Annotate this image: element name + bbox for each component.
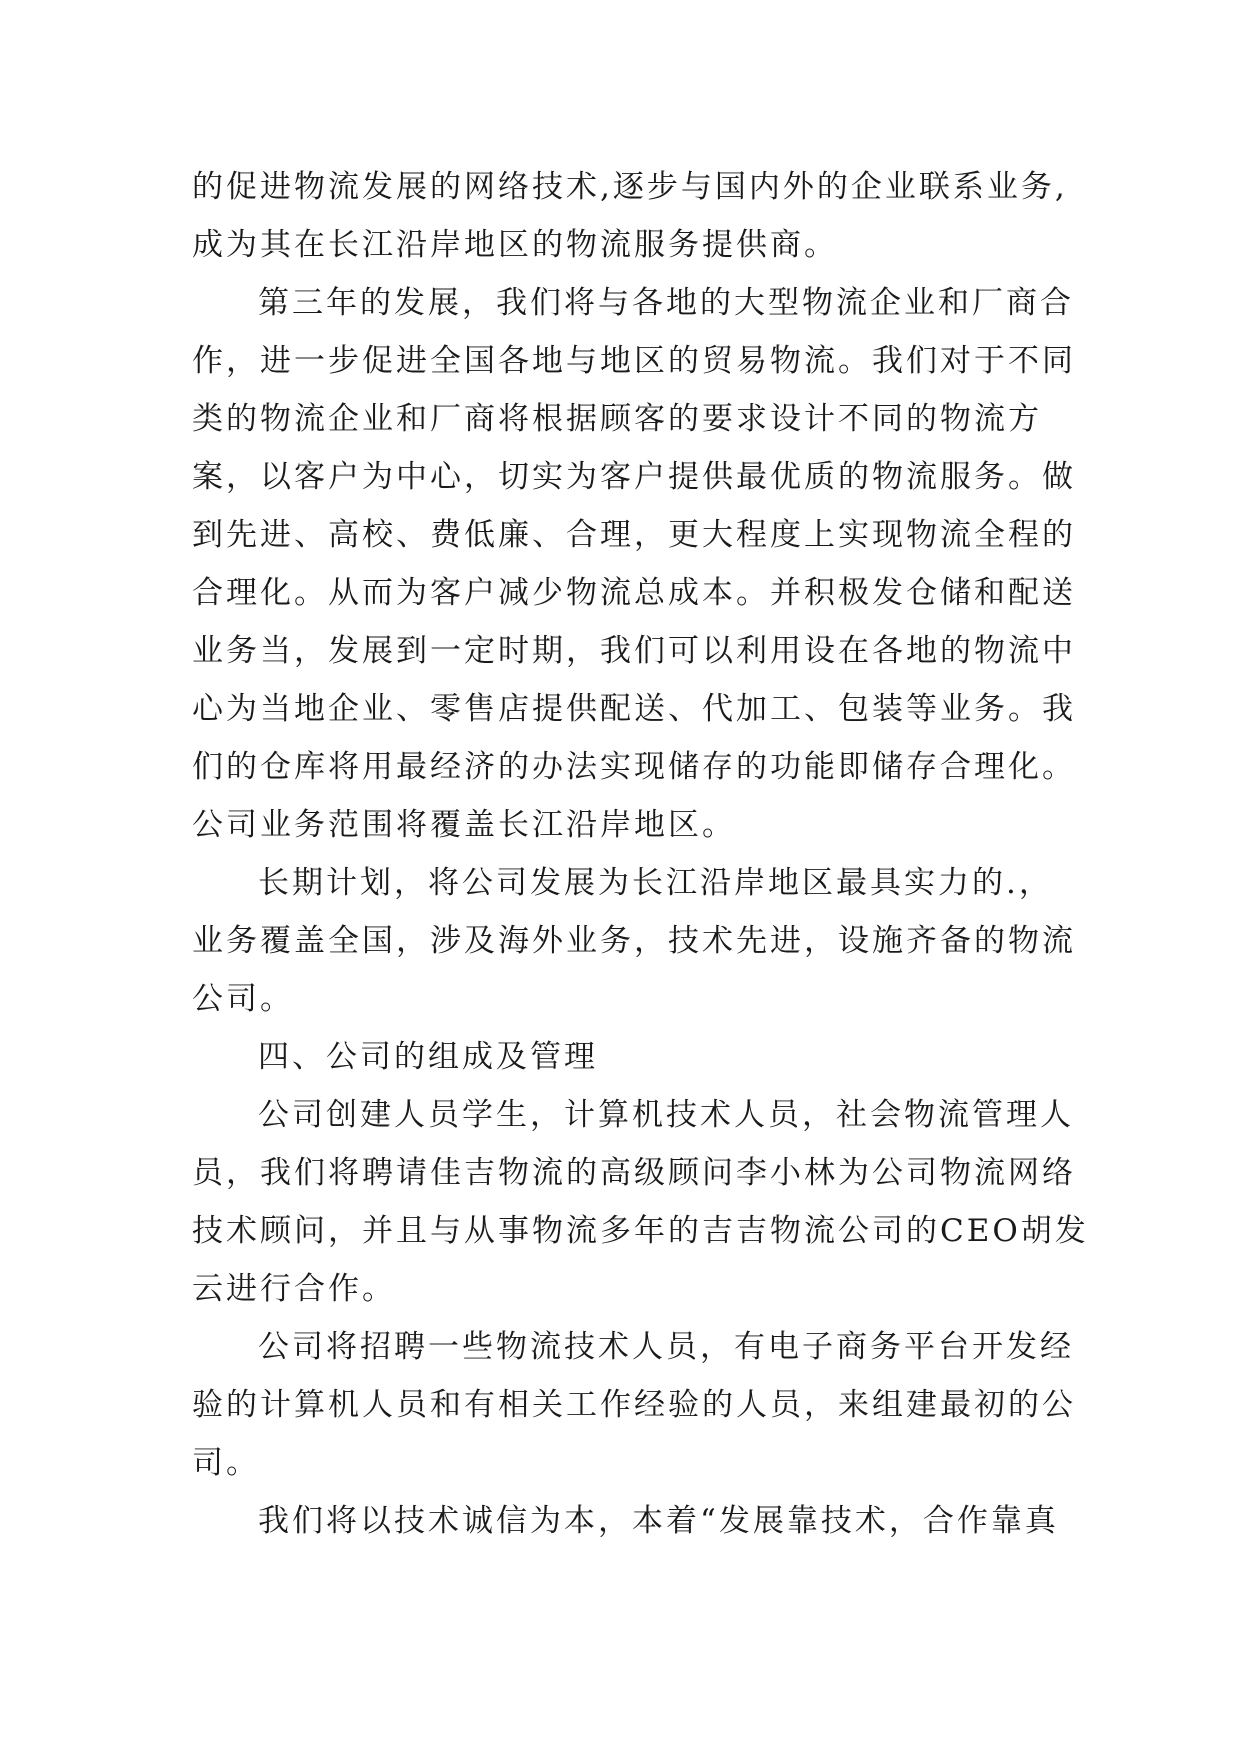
text-line: 员，我们将聘请佳吉物流的高级顾问李小林为公司物流网络: [192, 1155, 1076, 1191]
text-line: 合理化。从而为客户减少物流总成本。并积极发仓储和配送: [192, 575, 1076, 611]
text-line: 业务当，发展到一定时期，我们可以利用设在各地的物流中: [192, 633, 1076, 669]
text-line: 作，进一步促进全国各地与地区的贸易物流。我们对于不同: [192, 343, 1076, 379]
text-line: 云进行合作。: [192, 1271, 396, 1307]
section-heading: 四、公司的组成及管理: [258, 1039, 598, 1075]
text-line: 们的仓库将用最经济的办法实现储存的功能即储存合理化。: [192, 749, 1076, 785]
text-line: 公司业务范围将覆盖长江沿岸地区。: [192, 807, 736, 843]
body-text: [192, 158, 1092, 1550]
paragraph-start-line: 长期计划，将公司发展为长江沿岸地区最具实力的.，: [258, 865, 1053, 901]
text-line: 业务覆盖全国，涉及海外业务，技术先进，设施齐备的物流: [192, 923, 1076, 959]
text-line: 到先进、高校、费低廉、合理，更大程度上实现物流全程的: [192, 517, 1076, 553]
paragraph-start-line: 第三年的发展，我们将与各地的大型物流企业和厂商合: [258, 285, 1074, 321]
text-line: 心为当地企业、零售店提供配送、代加工、包装等业务。我: [192, 691, 1076, 727]
text-line: 公司。: [192, 981, 294, 1017]
paragraph-start-line: 公司将招聘一些物流技术人员，有电子商务平台开发经: [258, 1329, 1074, 1365]
text-line: 司。: [192, 1445, 260, 1481]
text-line: 的促进物流发展的网络技术,逐步与国内外的企业联系业务,: [192, 169, 1068, 205]
text-line: 类的物流企业和厂商将根据顾客的要求设计不同的物流方: [192, 401, 1042, 437]
text-line: 验的计算机人员和有相关工作经验的人员，来组建最初的公: [192, 1387, 1076, 1423]
paragraph-start-line: 我们将以技术诚信为本，本着“发展靠技术，合作靠真: [258, 1503, 1059, 1539]
paragraph-start-line: 公司创建人员学生，计算机技术人员，社会物流管理人: [258, 1097, 1074, 1133]
text-line: 成为其在长江沿岸地区的物流服务提供商。: [192, 227, 838, 263]
text-line: 技术顾问，并且与从事物流多年的吉吉物流公司的CEO胡发: [192, 1213, 1089, 1249]
text-line: 案，以客户为中心，切实为客户提供最优质的物流服务。做: [192, 459, 1076, 495]
